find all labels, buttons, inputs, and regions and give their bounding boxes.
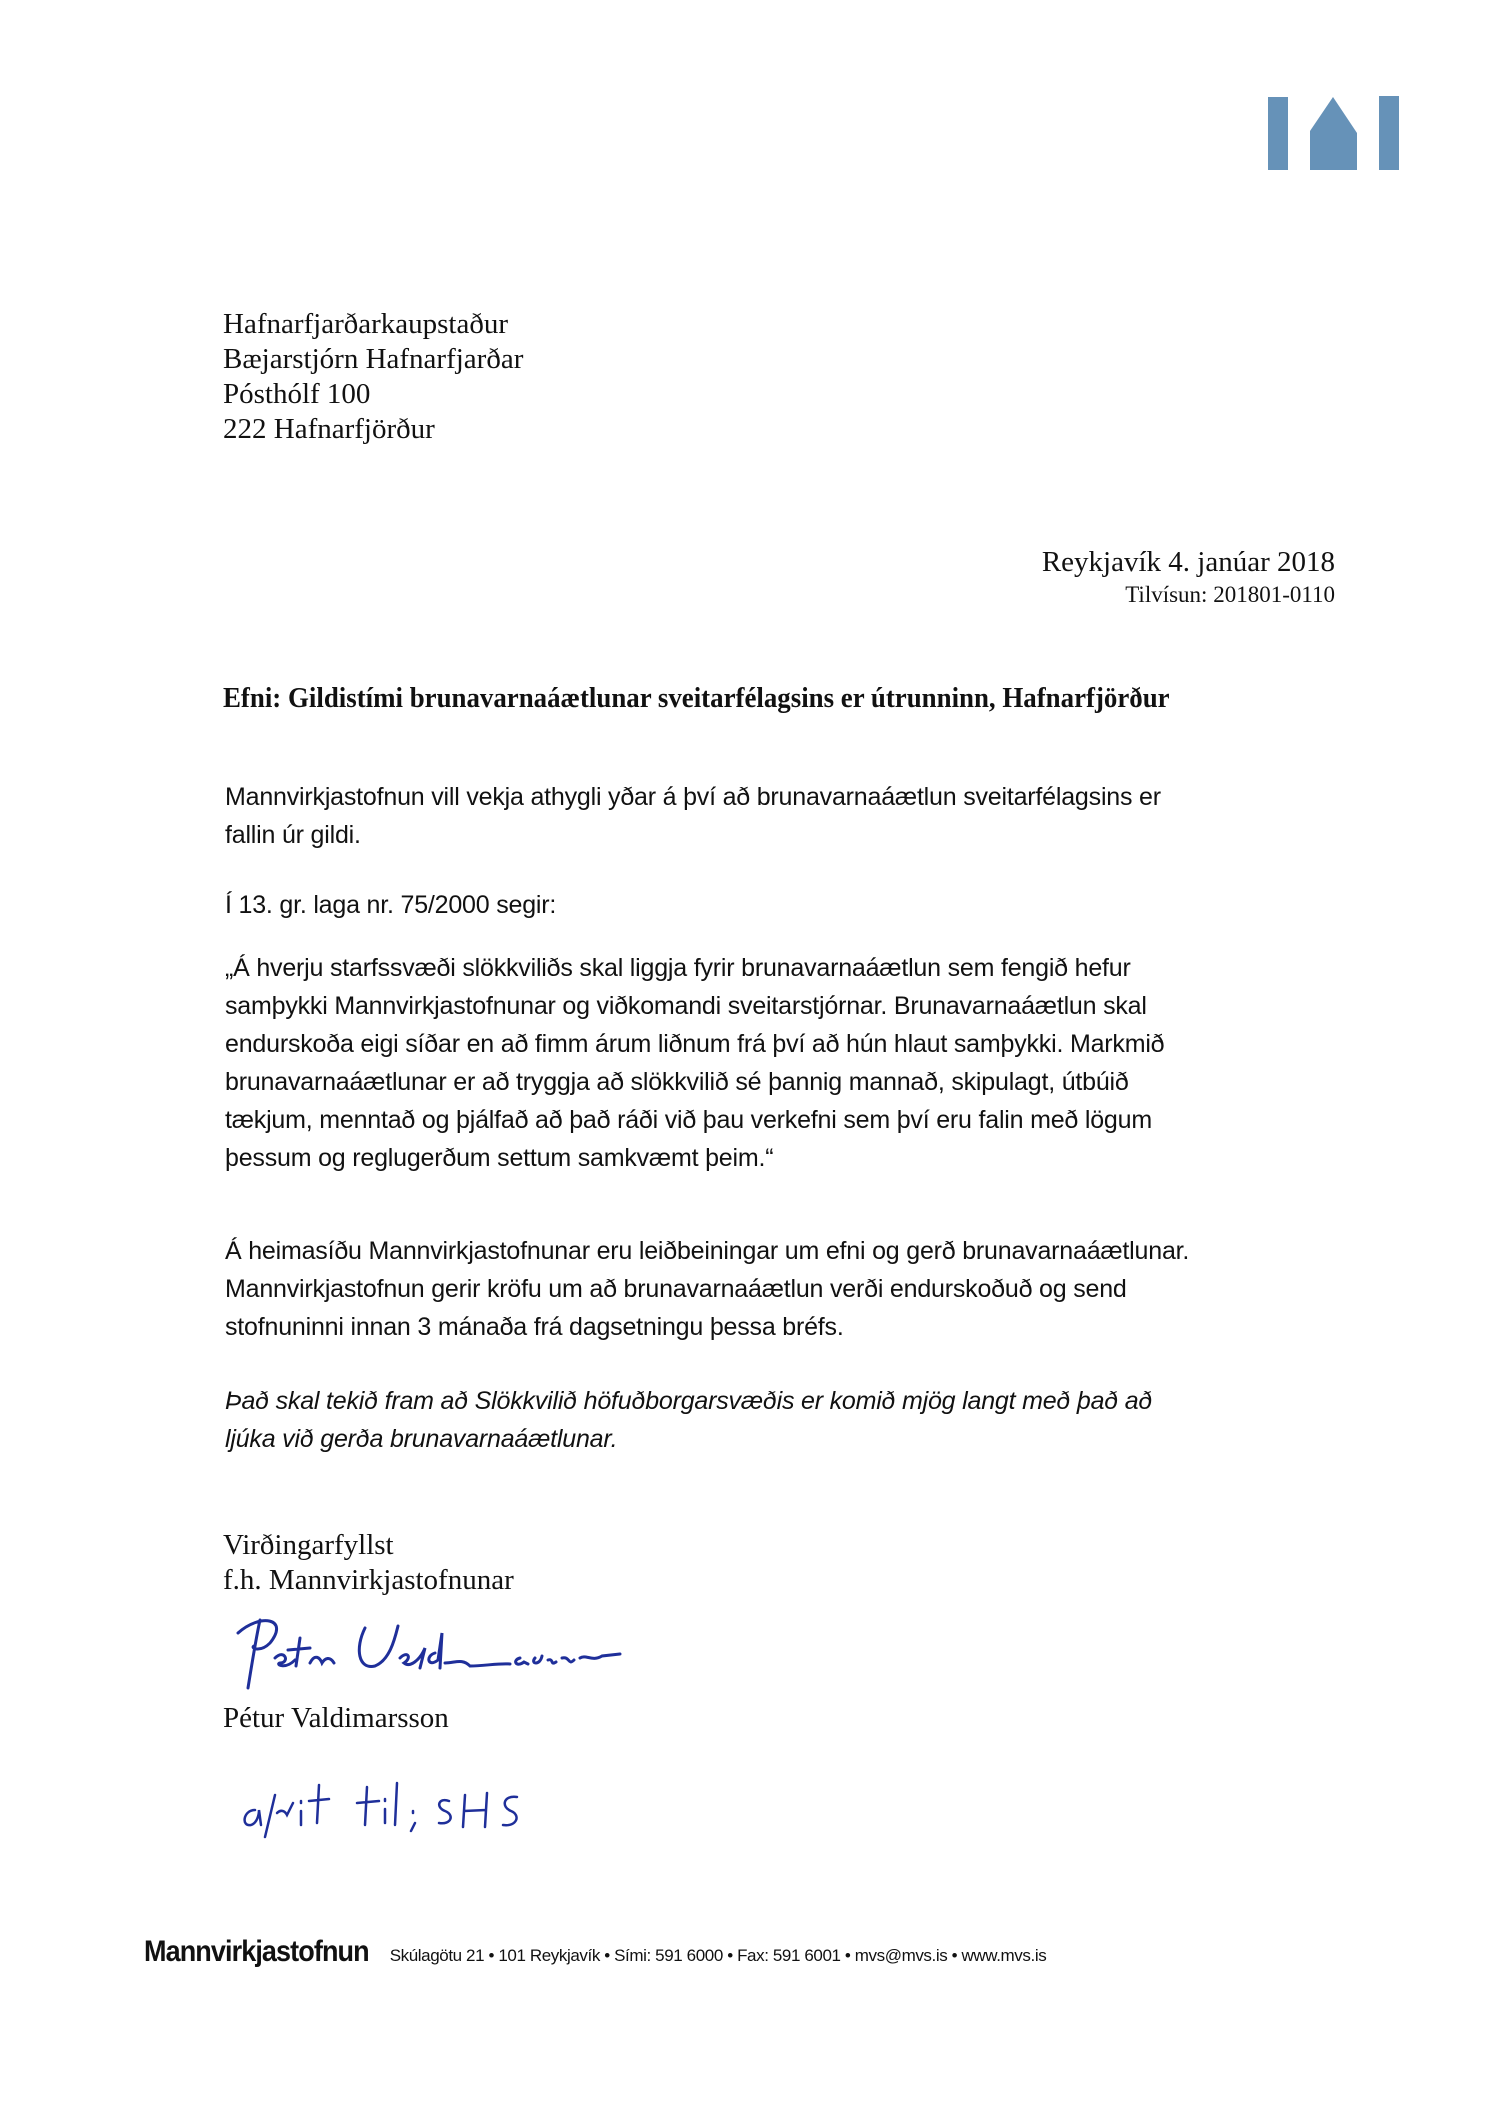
text-line: Mannvirkjastofnun gerir kröfu um að brunavarnaáætlun verði endurskoðuð og send: [225, 1275, 1127, 1303]
paragraph-note: [225, 1382, 1152, 1458]
text-line: Mannvirkjastofnun vill vekja athygli yðar á því að brunavarnaáætlun sveitarfélagsins er: [225, 783, 1161, 811]
text-line: Í 13. gr. laga nr. 75/2000 segir:: [225, 891, 557, 919]
text-line: tækjum, menntað og þjálfað að það ráði við þau verkefni sem því eru falin með lögum: [225, 1106, 1152, 1134]
signer-name: Pétur Valdimarsson: [223, 1702, 449, 1734]
date-line: Reykjavík 4. janúar 2018: [1041, 546, 1335, 578]
footer-org-name: Mannvirkjastofnun: [144, 1935, 369, 1968]
paragraph-requirement: [225, 1232, 1189, 1346]
text-line: endurskoða eigi síðar en að fimm árum liðnum frá því að hún hlaut samþykki. Markmið: [225, 1030, 1165, 1058]
text-line: stofnuninni innan 3 mánaða frá dagsetningu þessa bréfs.: [225, 1313, 844, 1341]
closing-on-behalf: f.h. Mannvirkjastofnunar: [223, 1564, 514, 1596]
address-line: Bæjarstjórn Hafnarfjarðar: [223, 343, 524, 375]
text-line: ljúka við gerða brunavarnaáætlunar.: [225, 1425, 618, 1453]
handwritten-copy-note: [235, 1775, 555, 1845]
text-line: samþykki Mannvirkjastofnunar og viðkomandi sveitarstjórnar. Brunavarnaáætlun skal: [225, 992, 1147, 1020]
handwritten-signature: [230, 1608, 650, 1698]
text-line: fallin úr gildi.: [225, 821, 361, 849]
text-line: Á heimasíðu Mannvirkjastofnunar eru leiðbeiningar um efni og gerð brunavarnaáætlunar.: [225, 1237, 1190, 1265]
reference-number: Tilvísun: 201801-0110: [1125, 582, 1335, 607]
address-line: 222 Hafnarfjörður: [223, 413, 435, 445]
address-line: Hafnarfjarðarkaupstaður: [223, 308, 509, 340]
paragraph-intro: [225, 778, 1161, 854]
text-line: brunavarnaáætlunar er að tryggja að slökkvilið sé þannig mannað, skipulagt, útbúið: [225, 1068, 1129, 1096]
address-line: Pósthólf 100: [223, 378, 371, 410]
mvs-logo: [1266, 95, 1402, 171]
footer-contact-info: Skúlagötu 21 • 101 Reykjavík • Sími: 591 6000 • Fax: 591 6001 • mvs@mvs.is • www.mvs.is: [389, 1946, 1047, 1965]
footer: [144, 1935, 1046, 1969]
text-line: Það skal tekið fram að Slökkvilið höfuðborgarsvæðis er komið mjög langt með það að: [225, 1387, 1153, 1415]
text-line: þessum og reglugerðum settum samkvæmt þeim.“: [225, 1144, 774, 1172]
paragraph-law-reference: [225, 886, 556, 924]
recipient-address: [223, 307, 523, 447]
subject-line: Efni: Gildistími brunavarnaáætlunar sveitarfélagsins er útrunninn, Hafnarfjörður: [223, 683, 1170, 714]
text-line: „Á hverju starfssvæði slökkviliðs skal liggja fyrir brunavarnaáætlun sem fengið hefur: [225, 954, 1131, 982]
paragraph-quote: [225, 949, 1164, 1177]
closing-greeting: Virðingarfyllst: [223, 1529, 394, 1561]
